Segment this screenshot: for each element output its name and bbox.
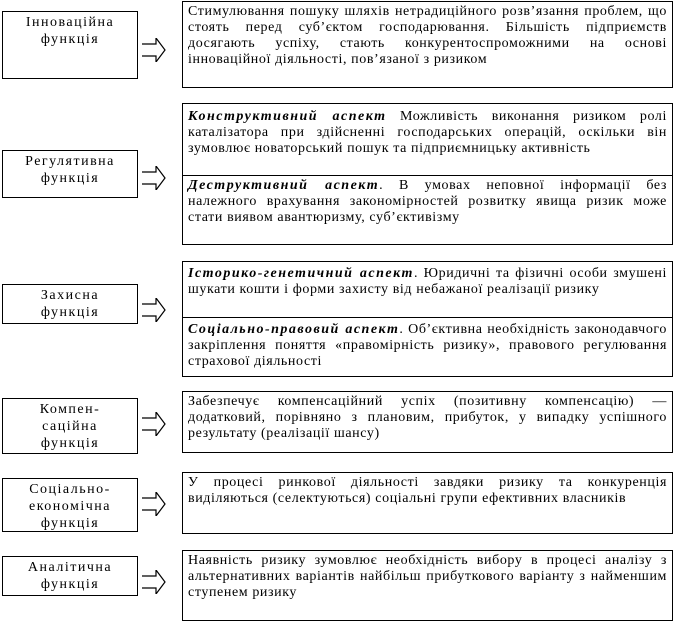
function-box-regulatory — [2, 150, 138, 198]
description-text: Забезпечує компенсаційний успіх (позитивну компенсацію) — додатковий, порівняно з плановим, прибуток, у випадку успішного результату (реалізації шансу) — [188, 394, 667, 441]
function-label-line: функція — [40, 171, 100, 186]
function-label-line: функція — [40, 305, 100, 320]
function-box-socioeconomic — [2, 478, 138, 532]
description-box-socioeconomic — [182, 472, 673, 534]
function-label-line: Регулятивна — [25, 154, 115, 169]
function-label-line: Соціально- — [29, 482, 111, 497]
right-arrow-icon — [142, 492, 166, 516]
description-text: . Об’єктивна необхідність законодавчого закріплення поняття «правомірність ризику», правового регулювання страхової діяльності — [188, 322, 668, 369]
function-box-analytical — [2, 556, 138, 596]
right-arrow-icon — [142, 166, 166, 190]
description-box-protective — [182, 261, 673, 377]
description-text: . В умовах неповної інформації без належного врахування закономірностей розвитку явища ризик може стати виявом авантюризму, суб’єктивізму — [188, 178, 667, 225]
description-cell — [183, 473, 672, 509]
description-text: Наявність ризику зумовлює необхідність вибору в процесі аналізу з альтернативних варіантів найбільш прибуткового варіанту з найменшим ступенем ризику — [188, 553, 667, 600]
function-label-line: функція — [40, 516, 100, 531]
function-box-innovative — [2, 11, 138, 79]
description-cell — [183, 175, 672, 228]
function-label-line: функція — [40, 436, 100, 451]
function-box-compensatory — [2, 398, 138, 454]
function-label-line: Аналітична — [27, 560, 113, 575]
aspect-title: Історико-генетичний аспект — [188, 266, 414, 281]
description-cell — [183, 104, 672, 175]
description-text: Стимулювання пошуку шляхів нетрадиційного розв’язання проблем, що стоять перед суб’єктом господарювання. Більшість підприємств досягають успіху, стають конкурентоспроможними на основі інноваційної діяльності, пов’язаної з ризиком — [188, 4, 667, 67]
description-box-regulatory — [182, 103, 673, 245]
description-cell — [183, 392, 672, 444]
function-label-line: функція — [40, 32, 100, 47]
right-arrow-icon — [142, 298, 166, 322]
right-arrow-icon — [142, 412, 166, 436]
description-cell — [183, 317, 672, 372]
function-label-line: Захисна — [40, 288, 100, 303]
aspect-title: Соціально-правовий аспект — [188, 322, 400, 337]
aspect-title: Деструктивний аспект — [188, 178, 380, 193]
function-label-line: Компен- — [39, 402, 101, 417]
description-box-compensatory — [182, 391, 673, 453]
function-label-line: Інноваційна — [25, 15, 115, 30]
function-box-protective — [2, 284, 138, 324]
right-arrow-icon — [142, 570, 166, 594]
function-label-line: економічна — [28, 499, 112, 514]
description-box-analytical — [182, 550, 673, 621]
description-text: Можливість виконання ризиком ролі каталізатора при здійсненні господарських операцій, оскільки він зумовлює новаторський пошук та підприємницьку активність — [188, 109, 667, 156]
description-text: . Юридичні та фізичні особи змушені шукати кошти і форми захисту від небажаної реалізації ризику — [188, 266, 668, 297]
function-label-line: функція — [40, 577, 100, 592]
description-cell — [183, 551, 672, 603]
aspect-title: Конструктивний аспект — [188, 109, 387, 124]
description-text: У процесі ринкової діяльності завдяки ризику та конкуренція виділяються (селектуються) соціальні групи ефективних власників — [188, 475, 667, 506]
description-cell — [183, 2, 672, 70]
description-box-innovative — [182, 1, 673, 88]
right-arrow-icon — [142, 38, 166, 62]
function-label-line: саційна — [42, 419, 98, 434]
description-cell — [183, 262, 672, 317]
